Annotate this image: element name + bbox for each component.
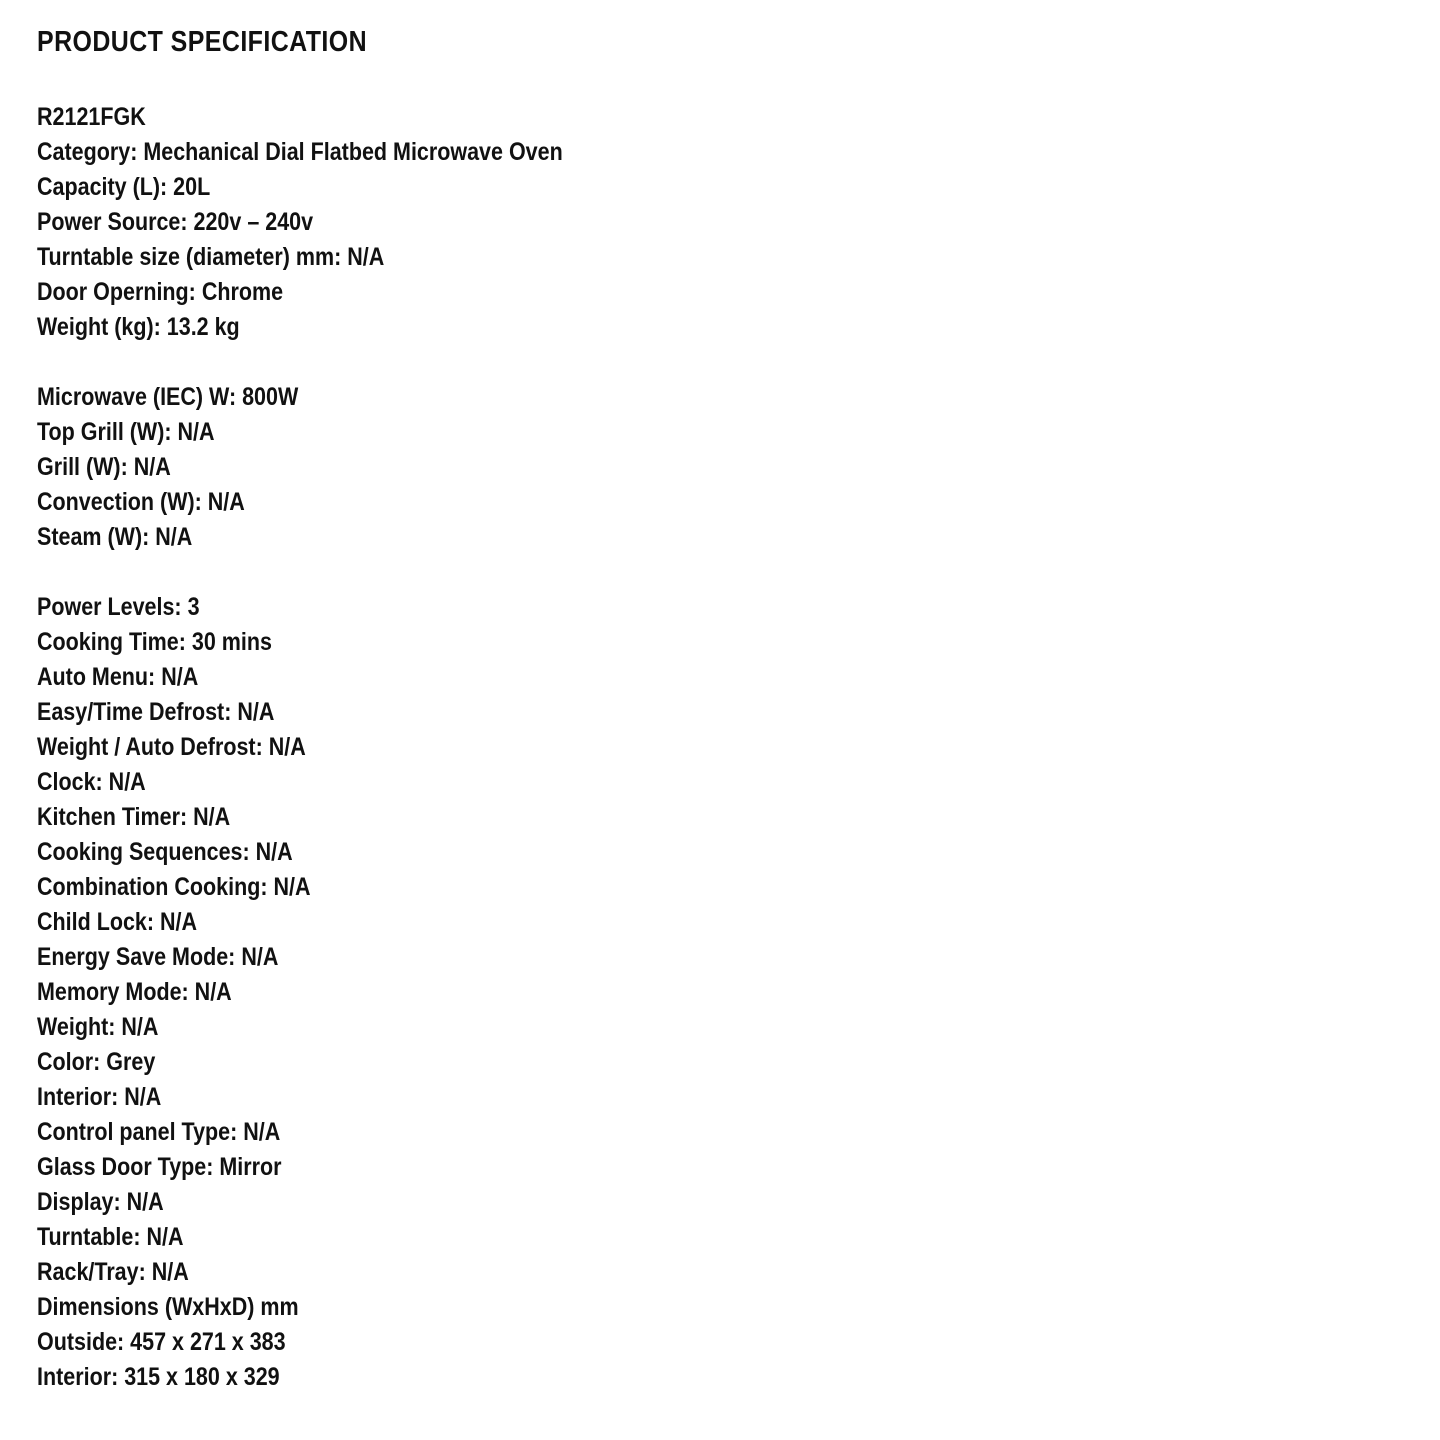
spec-dimensions-heading: Dimensions (WxHxD) mm [37, 1293, 299, 1321]
power-specs-section [37, 380, 1403, 555]
spec-glass-door-type: Glass Door Type: Mirror [37, 1153, 282, 1181]
spec-document [37, 22, 1403, 1430]
model-number: R2121FGK [37, 103, 146, 131]
feature-specs-section [37, 590, 1403, 1395]
spec-clock: Clock: N/A [37, 768, 146, 796]
spec-steam: Steam (W): N/A [37, 523, 193, 551]
spec-weight: Weight: N/A [37, 1013, 159, 1041]
spec-grill: Grill (W): N/A [37, 453, 171, 481]
spec-capacity: Capacity (L): 20L [37, 173, 211, 201]
general-specs-section [37, 100, 1403, 345]
spec-kitchen-timer: Kitchen Timer: N/A [37, 803, 231, 831]
spec-weight-kg: Weight (kg): 13.2 kg [37, 313, 240, 341]
spec-combination-cooking: Combination Cooking: N/A [37, 873, 311, 901]
page-title: PRODUCT SPECIFICATION [37, 26, 368, 58]
spec-cooking-time: Cooking Time: 30 mins [37, 628, 272, 656]
spec-energy-save-mode: Energy Save Mode: N/A [37, 943, 279, 971]
spec-power-source: Power Source: 220v – 240v [37, 208, 314, 236]
spec-turntable: Turntable: N/A [37, 1223, 184, 1251]
spec-top-grill: Top Grill (W): N/A [37, 418, 215, 446]
spec-category: Category: Mechanical Dial Flatbed Microwave Oven [37, 138, 563, 166]
spec-turntable-size: Turntable size (diameter) mm: N/A [37, 243, 385, 271]
spec-auto-menu: Auto Menu: N/A [37, 663, 199, 691]
spec-power-levels: Power Levels: 3 [37, 593, 200, 621]
spec-microwave-watts: Microwave (IEC) W: 800W [37, 383, 299, 411]
spec-door-opening: Door Operning: Chrome [37, 278, 284, 306]
spec-interior-dimensions: Interior: 315 x 180 x 329 [37, 1363, 280, 1391]
spec-child-lock: Child Lock: N/A [37, 908, 198, 936]
spec-convection: Convection (W): N/A [37, 488, 245, 516]
spec-rack-tray: Rack/Tray: N/A [37, 1258, 189, 1286]
spec-interior: Interior: N/A [37, 1083, 162, 1111]
spec-memory-mode: Memory Mode: N/A [37, 978, 232, 1006]
spec-display: Display: N/A [37, 1188, 164, 1216]
spec-weight-auto-defrost: Weight / Auto Defrost: N/A [37, 733, 306, 761]
spec-easy-time-defrost: Easy/Time Defrost: N/A [37, 698, 275, 726]
spec-cooking-sequences: Cooking Sequences: N/A [37, 838, 293, 866]
spec-color: Color: Grey [37, 1048, 156, 1076]
spec-outside-dimensions: Outside: 457 x 271 x 383 [37, 1328, 286, 1356]
spec-control-panel-type: Control panel Type: N/A [37, 1118, 281, 1146]
